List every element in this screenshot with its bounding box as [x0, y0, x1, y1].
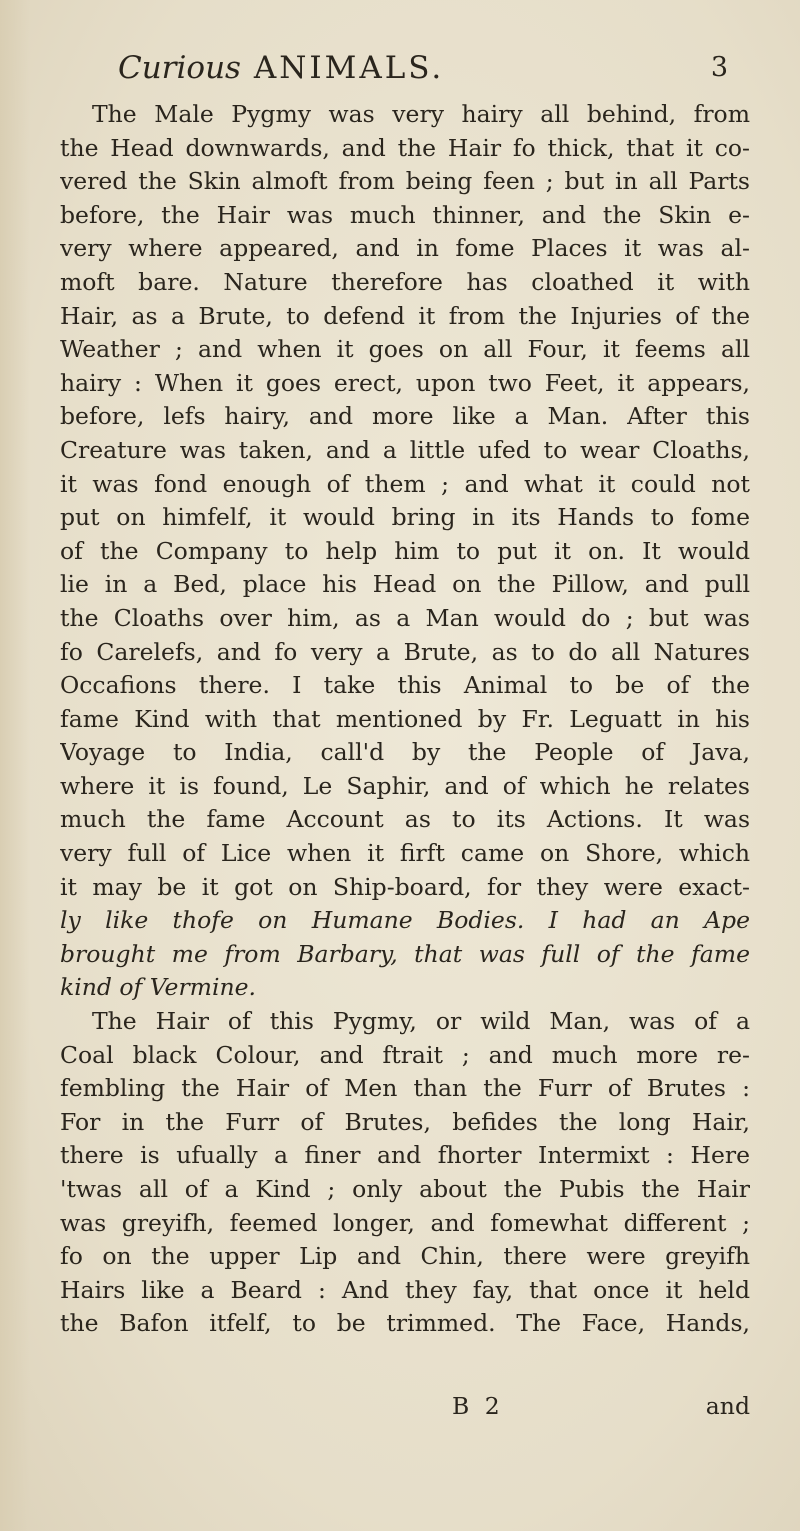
text-line: the Head downwards, and the Hair fo thick, that it co- — [60, 133, 750, 162]
text-line: put on himfelf, it would bring in its Hands to fome — [60, 503, 750, 532]
page-footer — [60, 1389, 750, 1423]
text-line: before, the Hair was much thinner, and the Skin e- — [60, 200, 750, 229]
text-line: there is ufually a finer and fhorter Intermixt : Here — [60, 1141, 750, 1170]
text-line: much the fame Account as to its Actions. It was — [60, 805, 750, 834]
catchword: and — [705, 1392, 750, 1420]
text-line: of the Company to help him to put it on. It would — [60, 536, 750, 565]
text-line: hairy : When it goes erect, upon two Feet, it appears, — [60, 368, 750, 397]
running-head — [118, 50, 444, 86]
text-line: very full of Lice when it firft came on Shore, which — [60, 839, 750, 868]
body-text — [60, 98, 750, 1341]
text-line: fo Carelefs, and fo very a Brute, as to do all Natures — [60, 637, 750, 666]
text-line: Hairs like a Beard : And they fay, that once it held — [60, 1275, 750, 1304]
text-line: was greyifh, feemed longer, and fomewhat different ; — [60, 1208, 750, 1237]
text-line: moft bare. Nature therefore has cloathed it with — [60, 267, 750, 296]
text-line: it may be it got on Ship-board, for they were exact- — [60, 872, 750, 901]
text-line: ly like thofe on Humane Bodies. I had an Ape — [60, 906, 750, 935]
text-line: Hair, as a Brute, to defend it from the Injuries of the — [60, 301, 750, 330]
running-head-italic: Curious — [118, 50, 241, 86]
text-line: it was fond enough of them ; and what it could not — [60, 469, 750, 498]
text-line: very where appeared, and in fome Places it was al- — [60, 234, 750, 263]
running-head-title: ANIMALS. — [253, 50, 445, 86]
text-line: Weather ; and when it goes on all Four, it feems all — [60, 335, 750, 364]
page-header — [118, 50, 750, 94]
text-line: Creature was taken, and a little ufed to wear Cloaths, — [60, 435, 750, 464]
signature-mark: B 2 — [452, 1392, 504, 1420]
text-line: brought me from Barbary, that was full of the fame — [60, 939, 750, 968]
text-line: fo on the upper Lip and Chin, there were greyifh — [60, 1242, 750, 1271]
text-line: the Bafon itfelf, to be trimmed. The Face, Hands, — [60, 1309, 750, 1338]
text-line: Coal black Colour, and ftrait ; and much more re- — [60, 1040, 750, 1069]
text-line: 'twas all of a Kind ; only about the Pubis the Hair — [60, 1175, 750, 1203]
page-number: 3 — [710, 52, 728, 83]
text-line: For in the Furr of Brutes, befides the long Hair, — [60, 1107, 750, 1136]
page-edge-shadow — [0, 0, 30, 1531]
text-line: fame Kind with that mentioned by Fr. Leguatt in his — [60, 704, 750, 733]
text-line: The Hair of this Pygmy, or wild Man, was of a — [92, 1007, 750, 1036]
text-line: kind of Vermine. — [60, 973, 256, 1002]
text-line: lie in a Bed, place his Head on the Pillow, and pull — [60, 570, 750, 599]
text-line: before, lefs hairy, and more like a Man. After this — [60, 402, 750, 431]
text-line: where it is found, Le Saphir, and of which he relates — [60, 771, 750, 800]
text-line: the Cloaths over him, as a Man would do ; but was — [60, 603, 750, 632]
text-line: Voyage to India, call'd by the People of Java, — [60, 738, 750, 767]
text-line: The Male Pygmy was very hairy all behind, from — [92, 100, 750, 128]
text-line: Occafions there. I take this Animal to be of the — [60, 671, 750, 700]
text-line: vered the Skin almoft from being feen ; but in all Parts — [60, 167, 750, 196]
text-line: fembling the Hair of Men than the Furr of Brutes : — [60, 1074, 750, 1103]
